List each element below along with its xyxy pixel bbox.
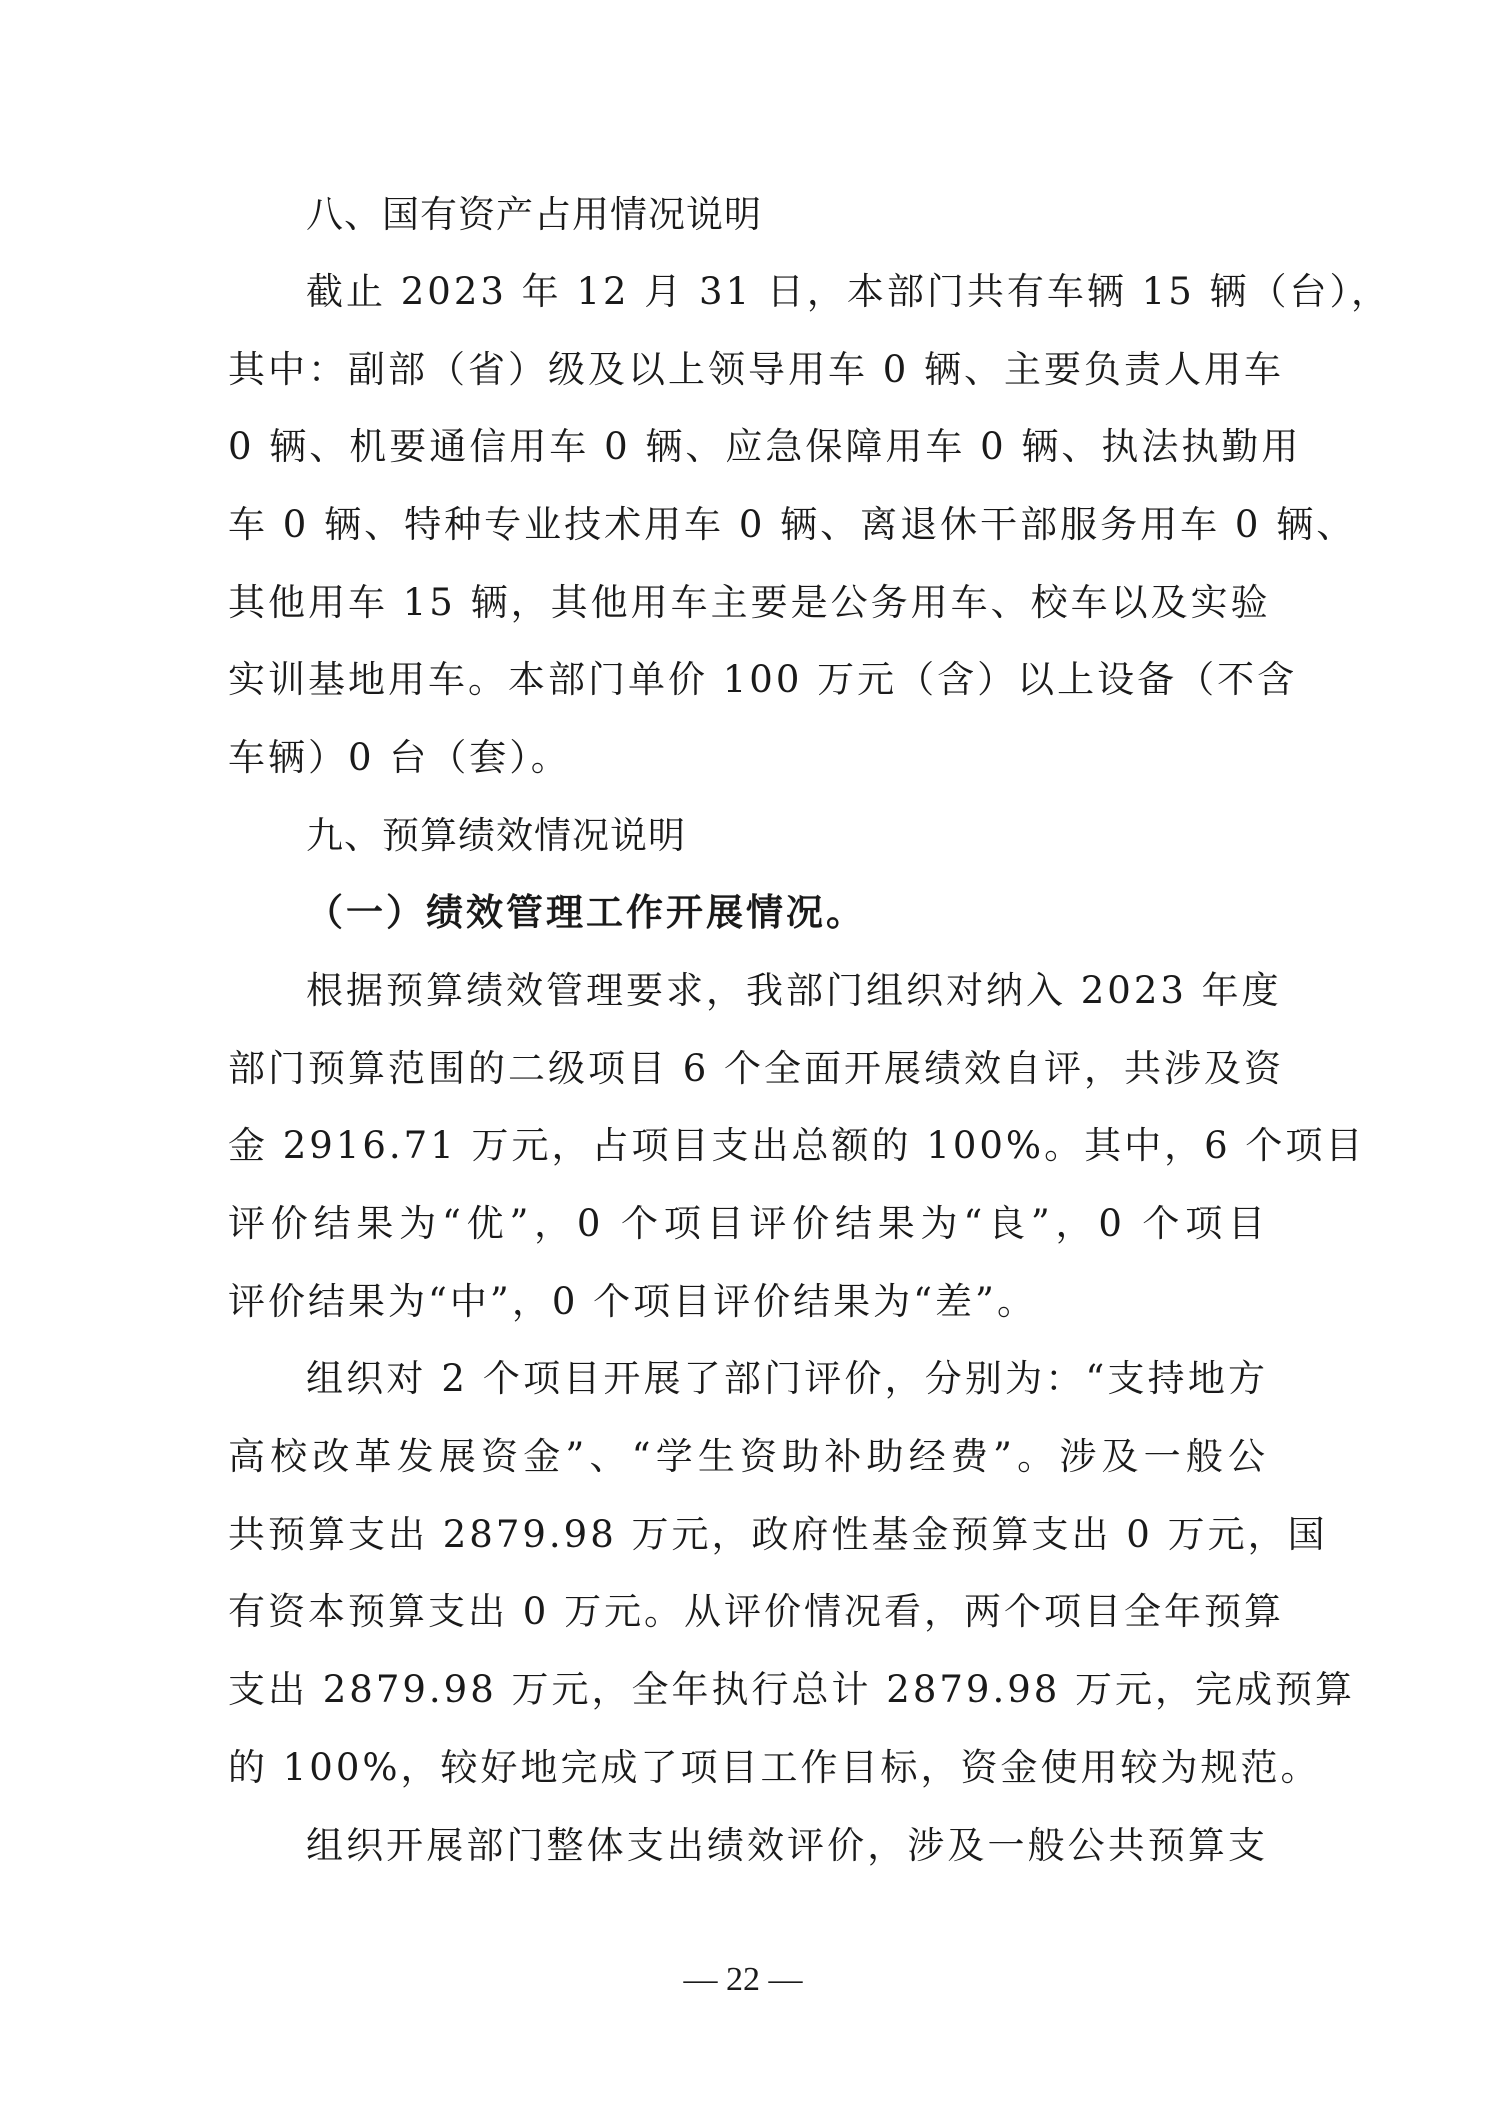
paragraph-line: 组织开展部门整体支出绩效评价，涉及一般公共预算支 (306, 1824, 1268, 1867)
paragraph-line: 支出 2879.98 万元，全年执行总计 2879.98 万元，完成预算 (228, 1668, 1356, 1711)
section-9-heading: 九、预算绩效情况说明 (306, 814, 686, 857)
paragraph-line: 部门预算范围的二级项目 6 个全面开展绩效自评，共涉及资 (228, 1047, 1285, 1090)
page-number: — 22 — (683, 1961, 803, 1998)
paragraph-line: 根据预算绩效管理要求，我部门组织对纳入 2023 年度 (306, 969, 1282, 1012)
paragraph-line: 0 辆、机要通信用车 0 辆、应急保障用车 0 辆、执法执勤用 (228, 425, 1302, 468)
paragraph-line: 截止 2023 年 12 月 31 日，本部门共有车辆 15 辆（台）， (306, 270, 1391, 313)
subsection-heading: （一）绩效管理工作开展情况。 (306, 891, 866, 934)
paragraph-line: 高校改革发展资金”、“学生资助补助经费”。涉及一般公 (228, 1435, 1268, 1478)
paragraph-line: 车 0 辆、特种专业技术用车 0 辆、离退休干部服务用车 0 辆、 (228, 503, 1357, 546)
paragraph-line: 实训基地用车。本部门单价 100 万元（含）以上设备（不含 (228, 658, 1298, 701)
paragraph-line: 其中：副部（省）级及以上领导用车 0 辆、主要负责人用车 (228, 348, 1285, 391)
paragraph-line: 有资本预算支出 0 万元。从评价情况看，两个项目全年预算 (228, 1590, 1285, 1633)
paragraph-line: 其他用车 15 辆，其他用车主要是公务用车、校车以及实验 (228, 581, 1271, 624)
paragraph-line: 的 100%，较好地完成了项目工作目标，资金使用较为规范。 (228, 1746, 1321, 1789)
paragraph-line: 评价结果为“优”，0 个项目评价结果为“良”，0 个项目 (228, 1202, 1268, 1245)
paragraph-line: 车辆）0 台（套）。 (228, 736, 571, 779)
paragraph-line: 评价结果为“中”，0 个项目评价结果为“差”。 (228, 1280, 1037, 1323)
paragraph-line: 金 2916.71 万元，占项目支出总额的 100%。其中，6 个项目 (228, 1124, 1366, 1167)
paragraph-line: 共预算支出 2879.98 万元，政府性基金预算支出 0 万元，国 (228, 1513, 1328, 1556)
paragraph-line: 组织对 2 个项目开展了部门评价，分别为：“支持地方 (306, 1357, 1268, 1400)
section-8-heading: 八、国有资产占用情况说明 (306, 193, 762, 236)
